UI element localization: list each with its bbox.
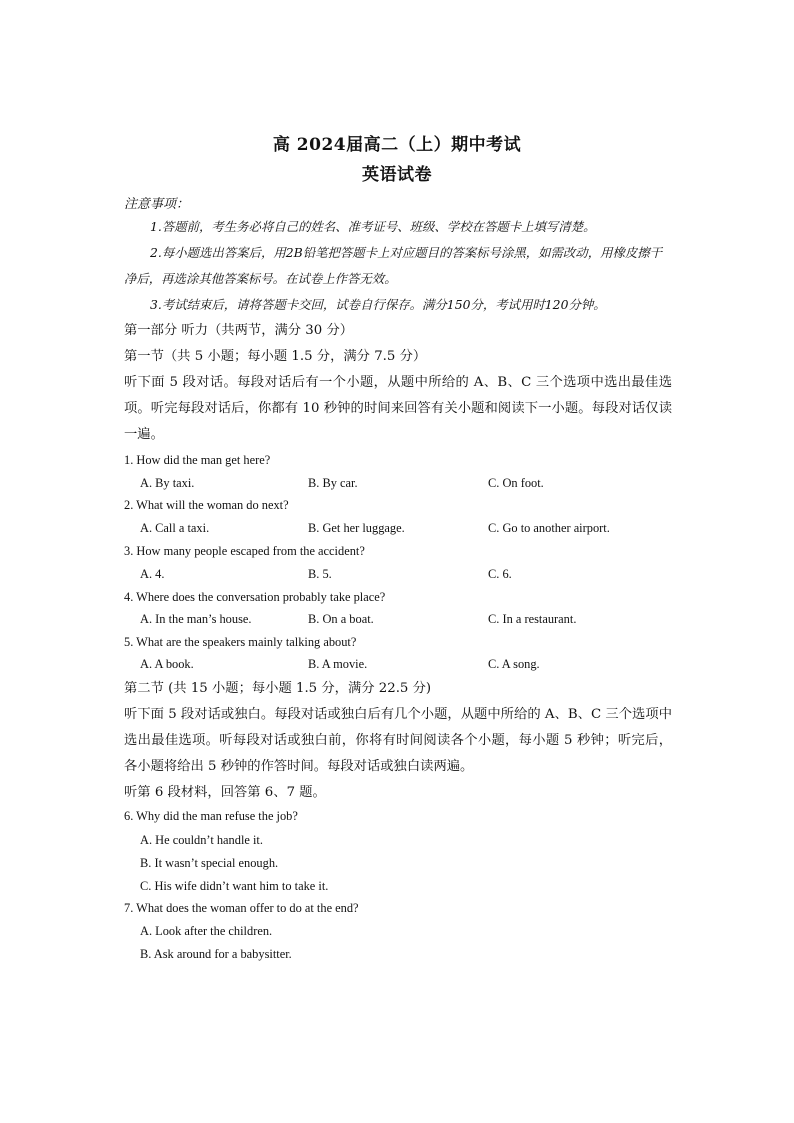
q4-option-a: A. In the man’s house. — [140, 612, 252, 626]
part1-title: 第一部分 听力（共两节，满分 30 分） — [124, 323, 354, 338]
q5-option-c: C. A song. — [488, 657, 540, 671]
question-6: 6. Why did the man refuse the job? — [124, 809, 298, 823]
section1-instructions: 听下面 5 段对话。每段对话后有一个小题，从题中所给的 A、B、C 三个选项中选出最佳选项。听完每段对话后，你都有 10 秒钟的时间来回答有关小题和阅读下一小题。每段对话仅读一遍。 — [124, 375, 672, 442]
material-6-heading: 听第 6 段材料，回答第 6、7 题。 — [124, 785, 326, 800]
q4-option-b: B. On a boat. — [308, 612, 374, 626]
note-item: 2.每小题选出答案后，用2B铅笔把答题卡上对应题目的答案标号涂黑，如需改动，用橡皮擦干净后，再选涂其他答案标号。在试卷上作答无效。 — [124, 245, 663, 286]
q1-option-a: A. By taxi. — [140, 476, 195, 490]
section2-instructions: 听下面 5 段对话或独白。每段对话或独白后有几个小题，从题中所给的 A、B、C 三个选项中选出最佳选项。听每段对话或独白前，你将有时间阅读各个小题，每小题 5 秒钟；听完后，各小题将给出 5 秒钟的作答时间。每段对话或独白读两遍。 — [124, 707, 672, 774]
q3-option-a: A. 4. — [140, 567, 165, 581]
note-item: 1.答题前，考生务必将自己的姓名、准考证号、班级、学校在答题卡上填写清楚。 — [150, 219, 596, 234]
question-1: 1. How did the man get here? — [124, 453, 271, 467]
q3-option-b: B. 5. — [308, 567, 332, 581]
q2-option-a: A. Call a taxi. — [140, 521, 210, 535]
q6-option-b: B. It wasn’t special enough. — [140, 856, 279, 870]
notes-heading: 注意事项： — [124, 197, 190, 212]
q1-option-b: B. By car. — [308, 476, 358, 490]
q7-option-a: A. Look after the children. — [140, 924, 273, 938]
q2-option-b: B. Get her luggage. — [308, 521, 405, 535]
q1-option-c: C. On foot. — [488, 476, 544, 490]
question-5: 5. What are the speakers mainly talking about? — [124, 635, 357, 649]
question-4: 4. Where does the conversation probably take place? — [124, 590, 386, 604]
q3-option-c: C. 6. — [488, 567, 512, 581]
exam-subtitle: 英语试卷 — [362, 165, 432, 185]
exam-title: 高 2024届高二（上）期中考试 — [272, 135, 522, 155]
q5-option-b: B. A movie. — [308, 657, 368, 671]
q6-option-a: A. He couldn’t handle it. — [140, 833, 263, 847]
section1-title: 第一节（共 5 小题；每小题 1.5 分，满分 7.5 分） — [124, 349, 427, 364]
question-3: 3. How many people escaped from the accident? — [124, 544, 365, 558]
section2-title: 第二节 (共 15 小题；每小题 1.5 分，满分 22.5 分) — [124, 681, 432, 696]
question-2: 2. What will the woman do next? — [124, 498, 289, 512]
note-item: 3.考试结束后，请将答题卡交回，试卷自行保存。满分150分，考试用时120分钟。 — [150, 297, 606, 312]
question-7: 7. What does the woman offer to do at the end? — [124, 901, 359, 915]
q7-option-b: B. Ask around for a babysitter. — [140, 947, 292, 961]
q6-option-c: C. His wife didn’t want him to take it. — [140, 879, 329, 893]
q4-option-c: C. In a restaurant. — [488, 612, 577, 626]
q2-option-c: C. Go to another airport. — [488, 521, 610, 535]
q5-option-a: A. A book. — [140, 657, 194, 671]
